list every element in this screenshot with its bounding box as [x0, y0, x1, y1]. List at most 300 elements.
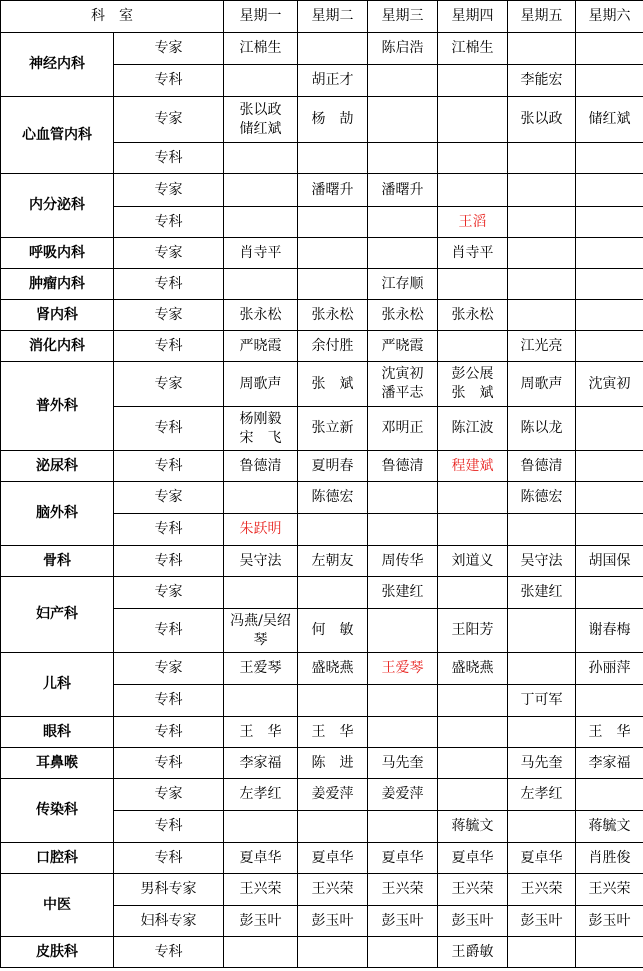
doctor-cell [576, 748, 643, 779]
day-header: 星期四 [438, 1, 508, 33]
doctor-cell [438, 269, 508, 300]
doctor-cell [368, 238, 438, 269]
doctor-cell [438, 717, 508, 748]
table-row [1, 937, 643, 968]
doctor-name: 彭玉叶 [451, 912, 494, 929]
doctor-cell [368, 843, 438, 874]
doctor-cell [438, 33, 508, 65]
doctor-name: 张以政 [520, 111, 563, 127]
doctor-cell [368, 65, 438, 97]
clinic-type: 专科 [114, 748, 224, 779]
department-name: 妇产科 [1, 577, 114, 653]
department-name: 口腔科 [1, 843, 114, 874]
doctor-name: 陈以龙 [520, 420, 563, 436]
doctor-cell [576, 174, 643, 207]
doctor-name: 鲁德清 [520, 457, 563, 474]
table-row [1, 362, 643, 407]
doctor-cell [298, 514, 368, 546]
clinic-type: 专家 [114, 362, 224, 407]
doctor-name: 夏卓华 [451, 849, 494, 866]
doctor-cell [298, 717, 368, 748]
doctor-cell [576, 65, 643, 97]
clinic-type: 专家 [114, 653, 224, 685]
doctor-name: 王滔 [458, 213, 487, 230]
doctor-cell [298, 748, 368, 779]
doctor-cell [224, 174, 298, 207]
table-row [1, 874, 643, 906]
doctor-name: 潘曙升 [381, 181, 424, 198]
doctor-cell [224, 97, 298, 143]
doctor-name: 姜爱萍 [381, 786, 424, 802]
doctor-cell [576, 143, 643, 174]
doctor-cell [224, 874, 298, 906]
doctor-cell [508, 937, 576, 968]
table-row [1, 331, 643, 362]
doctor-cell [576, 331, 643, 362]
doctor-name: 程建斌 [451, 457, 494, 474]
doctor-name: 李家福 [588, 754, 631, 771]
doctor-cell [576, 577, 643, 609]
doctor-name: 肖胜俊 [588, 849, 631, 866]
doctor-cell [368, 906, 438, 937]
doctor-name: 张永松 [239, 306, 282, 323]
doctor-cell [298, 811, 368, 843]
doctor-cell [368, 937, 438, 968]
doctor-cell [368, 362, 438, 407]
doctor-cell [438, 653, 508, 685]
doctor-cell [508, 65, 576, 97]
doctor-name: 陈启浩 [381, 40, 424, 56]
doctor-cell [298, 362, 368, 407]
doctor-cell [508, 577, 576, 609]
doctor-name: 邓明正 [381, 420, 424, 436]
doctor-cell [576, 779, 643, 811]
doctor-cell [224, 207, 298, 238]
doctor-name: 张永松 [381, 306, 424, 323]
doctor-cell [368, 451, 438, 482]
day-header: 星期五 [508, 1, 576, 33]
doctor-name: 王兴荣 [239, 881, 282, 897]
doctor-cell [576, 451, 643, 482]
department-name: 儿科 [1, 653, 114, 717]
doctor-cell [298, 238, 368, 269]
doctor-cell [368, 331, 438, 362]
doctor-name: 马先奎 [381, 754, 424, 771]
doctor-name: 王爱琴 [381, 660, 424, 676]
doctor-cell [368, 97, 438, 143]
doctor-name: 王 华 [239, 723, 282, 740]
doctor-name: 张永松 [311, 306, 354, 323]
table-row [1, 717, 643, 748]
doctor-name: 刘道义 [451, 552, 494, 569]
doctor-cell [224, 843, 298, 874]
doctor-cell [438, 577, 508, 609]
doctor-name: 王爱琴 [239, 660, 282, 676]
doctor-cell [224, 685, 298, 717]
doctor-cell [576, 97, 643, 143]
doctor-name: 张永松 [451, 306, 494, 323]
doctor-cell [508, 514, 576, 546]
doctor-name: 王 华 [588, 723, 631, 740]
doctor-cell [438, 238, 508, 269]
doctor-name: 夏卓华 [520, 849, 563, 866]
doctor-cell [224, 717, 298, 748]
doctor-cell [368, 207, 438, 238]
clinic-type: 专科 [114, 207, 224, 238]
department-name: 耳鼻喉 [1, 748, 114, 779]
clinic-type: 专科 [114, 331, 224, 362]
doctor-cell [508, 546, 576, 577]
doctor-cell [298, 609, 368, 653]
clinic-type: 专科 [114, 143, 224, 174]
doctor-cell [224, 407, 298, 451]
doctor-cell [298, 407, 368, 451]
table-row [1, 546, 643, 577]
clinic-type: 专科 [114, 514, 224, 546]
doctor-cell [298, 174, 368, 207]
doctor-cell [224, 362, 298, 407]
doctor-cell [508, 331, 576, 362]
table-row [1, 300, 643, 331]
doctor-name: 彭玉叶 [588, 912, 631, 929]
doctor-cell [438, 906, 508, 937]
doctor-cell [224, 143, 298, 174]
department-name: 皮肤科 [1, 937, 114, 968]
doctor-name: 蒋毓文 [451, 818, 494, 834]
clinic-type: 专科 [114, 546, 224, 577]
doctor-cell [576, 514, 643, 546]
doctor-cell [224, 482, 298, 514]
department-name: 呼吸内科 [1, 238, 114, 269]
doctor-cell [508, 717, 576, 748]
doctor-cell [368, 874, 438, 906]
doctor-cell [368, 609, 438, 653]
header-row [1, 1, 643, 33]
department-name: 肾内科 [1, 300, 114, 331]
department-name: 眼科 [1, 717, 114, 748]
doctor-name: 张立新 [311, 420, 354, 436]
clinic-type: 专家 [114, 482, 224, 514]
doctor-cell [576, 238, 643, 269]
doctor-cell [576, 482, 643, 514]
doctor-name: 张 斌 [311, 375, 354, 392]
doctor-name: 陈德宏 [520, 489, 563, 505]
table-row [1, 451, 643, 482]
doctor-name: 杨 劼 [311, 111, 354, 127]
doctor-cell [224, 546, 298, 577]
doctor-cell [508, 811, 576, 843]
doctor-name: 王兴荣 [311, 881, 354, 897]
doctor-cell [576, 207, 643, 238]
doctor-name: 王阳芳 [451, 622, 494, 638]
doctor-cell [438, 331, 508, 362]
doctor-cell [368, 300, 438, 331]
doctor-name: 鲁德清 [239, 457, 282, 474]
doctor-cell [438, 407, 508, 451]
doctor-cell [576, 906, 643, 937]
doctor-cell [508, 779, 576, 811]
department-name: 肿瘤内科 [1, 269, 114, 300]
doctor-cell [368, 482, 438, 514]
department-name: 骨科 [1, 546, 114, 577]
doctor-name: 胡正才 [311, 72, 354, 88]
doctor-cell [438, 300, 508, 331]
doctor-cell [576, 269, 643, 300]
dept-header: 科 室 [1, 1, 224, 33]
doctor-cell [224, 748, 298, 779]
doctor-cell [508, 407, 576, 451]
day-header: 星期三 [368, 1, 438, 33]
doctor-cell [576, 300, 643, 331]
doctor-cell [224, 33, 298, 65]
doctor-name: 严晓霞 [381, 337, 424, 354]
doctor-cell [508, 97, 576, 143]
doctor-name: 李能宏 [520, 72, 563, 88]
doctor-cell [508, 174, 576, 207]
doctor-cell [438, 65, 508, 97]
doctor-cell [508, 143, 576, 174]
doctor-name: 朱跃明 [239, 521, 282, 537]
clinic-type: 专科 [114, 451, 224, 482]
doctor-name: 王兴荣 [588, 881, 631, 897]
clinic-type: 专科 [114, 811, 224, 843]
doctor-name: 胡国保 [588, 552, 631, 569]
doctor-cell [508, 33, 576, 65]
table-row [1, 482, 643, 514]
doctor-cell [298, 546, 368, 577]
doctor-name: 孙丽萍 [588, 660, 631, 676]
doctor-name: 夏卓华 [311, 849, 354, 866]
doctor-cell [576, 653, 643, 685]
doctor-cell [224, 609, 298, 653]
doctor-cell [298, 482, 368, 514]
doctor-name: 左孝红 [239, 786, 282, 802]
doctor-cell [224, 451, 298, 482]
doctor-cell [438, 482, 508, 514]
doctor-cell [224, 300, 298, 331]
doctor-cell [298, 874, 368, 906]
clinic-type: 专科 [114, 843, 224, 874]
clinic-type: 专家 [114, 577, 224, 609]
department-name: 传染科 [1, 779, 114, 843]
doctor-cell [576, 874, 643, 906]
doctor-name: 彭玉叶 [311, 912, 354, 929]
doctor-cell [438, 546, 508, 577]
table-row [1, 269, 643, 300]
doctor-cell [576, 843, 643, 874]
doctor-cell [438, 97, 508, 143]
doctor-name: 盛晓燕 [311, 660, 354, 676]
doctor-cell [298, 843, 368, 874]
doctor-cell [224, 906, 298, 937]
doctor-cell [576, 407, 643, 451]
doctor-cell [368, 33, 438, 65]
clinic-type: 专家 [114, 33, 224, 65]
doctor-cell [576, 546, 643, 577]
doctor-cell [368, 685, 438, 717]
doctor-cell [508, 843, 576, 874]
doctor-cell [438, 874, 508, 906]
doctor-cell [508, 906, 576, 937]
doctor-cell [224, 65, 298, 97]
doctor-name: 鲁德清 [381, 457, 424, 474]
clinic-type: 专家 [114, 779, 224, 811]
department-name: 中医 [1, 874, 114, 937]
doctor-cell [368, 811, 438, 843]
doctor-cell [438, 451, 508, 482]
doctor-name: 彭玉叶 [239, 912, 282, 929]
doctor-cell [508, 451, 576, 482]
doctor-cell [224, 779, 298, 811]
doctor-cell [298, 451, 368, 482]
table-row [1, 33, 643, 65]
doctor-cell [224, 577, 298, 609]
doctor-cell [368, 174, 438, 207]
doctor-name: 江棉生 [239, 40, 282, 56]
doctor-name: 谢春梅 [588, 622, 631, 638]
doctor-cell [224, 937, 298, 968]
clinic-type: 妇科专家 [114, 906, 224, 937]
doctor-cell [576, 685, 643, 717]
doctor-name: 周歌声 [239, 375, 282, 392]
doctor-cell [298, 906, 368, 937]
clinic-type: 专家 [114, 300, 224, 331]
doctor-name: 丁可军 [520, 692, 563, 708]
doctor-name: 吴守法 [520, 552, 563, 569]
doctor-name: 江光亮 [520, 337, 563, 354]
doctor-name: 左朝友 [311, 552, 354, 569]
doctor-cell [438, 514, 508, 546]
doctor-cell [298, 937, 368, 968]
doctor-cell [298, 97, 368, 143]
doctor-cell [298, 577, 368, 609]
doctor-cell [508, 300, 576, 331]
doctor-cell [368, 143, 438, 174]
doctor-name: 马先奎 [520, 754, 563, 771]
doctor-cell [298, 779, 368, 811]
doctor-cell [368, 407, 438, 451]
doctor-name: 蒋毓文 [588, 818, 631, 834]
doctor-cell [576, 609, 643, 653]
clinic-type: 男科专家 [114, 874, 224, 906]
doctor-name: 夏卓华 [239, 849, 282, 866]
doctor-cell [368, 546, 438, 577]
doctor-cell [508, 362, 576, 407]
table-row [1, 779, 643, 811]
clinic-type: 专科 [114, 269, 224, 300]
table-row [1, 748, 643, 779]
day-header: 星期一 [224, 1, 298, 33]
table-row [1, 97, 643, 143]
doctor-name: 王兴荣 [381, 881, 424, 897]
doctor-name: 肖寺平 [239, 244, 282, 261]
doctor-cell [576, 33, 643, 65]
doctor-cell [438, 362, 508, 407]
doctor-cell [368, 514, 438, 546]
doctor-cell [438, 143, 508, 174]
doctor-name: 沈寅初 潘平志 [381, 366, 424, 401]
clinic-type: 专家 [114, 238, 224, 269]
doctor-cell [368, 653, 438, 685]
doctor-name: 彭公展 张 斌 [451, 366, 494, 401]
doctor-name: 杨刚毅 宋 飞 [239, 410, 282, 446]
doctor-name: 夏卓华 [381, 849, 424, 866]
clinic-type: 专家 [114, 97, 224, 143]
doctor-cell [368, 577, 438, 609]
doctor-cell [298, 143, 368, 174]
doctor-cell [298, 331, 368, 362]
doctor-cell [508, 482, 576, 514]
doctor-cell [438, 779, 508, 811]
doctor-cell [508, 609, 576, 653]
doctor-name: 张建红 [520, 584, 563, 600]
doctor-name: 江棉生 [451, 40, 494, 56]
table-row [1, 238, 643, 269]
doctor-name: 江存顺 [381, 275, 424, 292]
doctor-cell [438, 207, 508, 238]
doctor-cell [508, 874, 576, 906]
doctor-cell [508, 685, 576, 717]
doctor-cell [438, 174, 508, 207]
doctor-cell [368, 748, 438, 779]
doctor-cell [368, 779, 438, 811]
doctor-cell [508, 269, 576, 300]
doctor-name: 沈寅初 [588, 375, 631, 392]
doctor-cell [576, 717, 643, 748]
doctor-cell [438, 609, 508, 653]
doctor-name: 肖寺平 [451, 244, 494, 261]
doctor-name: 陈德宏 [311, 489, 354, 505]
clinic-type: 专科 [114, 65, 224, 97]
doctor-name: 陈江波 [451, 420, 494, 436]
doctor-cell [508, 653, 576, 685]
doctor-name: 张以政 储红斌 [239, 101, 282, 137]
doctor-cell [298, 300, 368, 331]
doctor-cell [298, 65, 368, 97]
doctor-name: 彭玉叶 [381, 912, 424, 929]
clinic-type: 专科 [114, 609, 224, 653]
clinic-type: 专科 [114, 717, 224, 748]
doctor-cell [224, 331, 298, 362]
doctor-cell [368, 717, 438, 748]
doctor-cell [224, 653, 298, 685]
doctor-name: 何 敏 [311, 622, 354, 638]
doctor-name: 夏明春 [311, 457, 354, 474]
table-row [1, 653, 643, 685]
doctor-name: 王兴荣 [520, 881, 563, 897]
doctor-name: 冯燕/吴绍 琴 [230, 612, 291, 648]
doctor-name: 姜爱萍 [311, 786, 354, 802]
doctor-name: 王爵敏 [451, 943, 494, 960]
doctor-name: 严晓霞 [239, 337, 282, 354]
department-name: 普外科 [1, 362, 114, 451]
day-header: 星期六 [576, 1, 643, 33]
doctor-cell [438, 811, 508, 843]
day-header: 星期二 [298, 1, 368, 33]
department-name: 消化内科 [1, 331, 114, 362]
doctor-cell [438, 685, 508, 717]
doctor-cell [508, 748, 576, 779]
doctor-name: 张建红 [381, 584, 424, 600]
table-row [1, 174, 643, 207]
doctor-cell [298, 653, 368, 685]
doctor-cell [438, 748, 508, 779]
doctor-cell [438, 937, 508, 968]
doctor-cell [224, 269, 298, 300]
doctor-cell [298, 207, 368, 238]
clinic-type: 专科 [114, 685, 224, 717]
doctor-cell [508, 207, 576, 238]
